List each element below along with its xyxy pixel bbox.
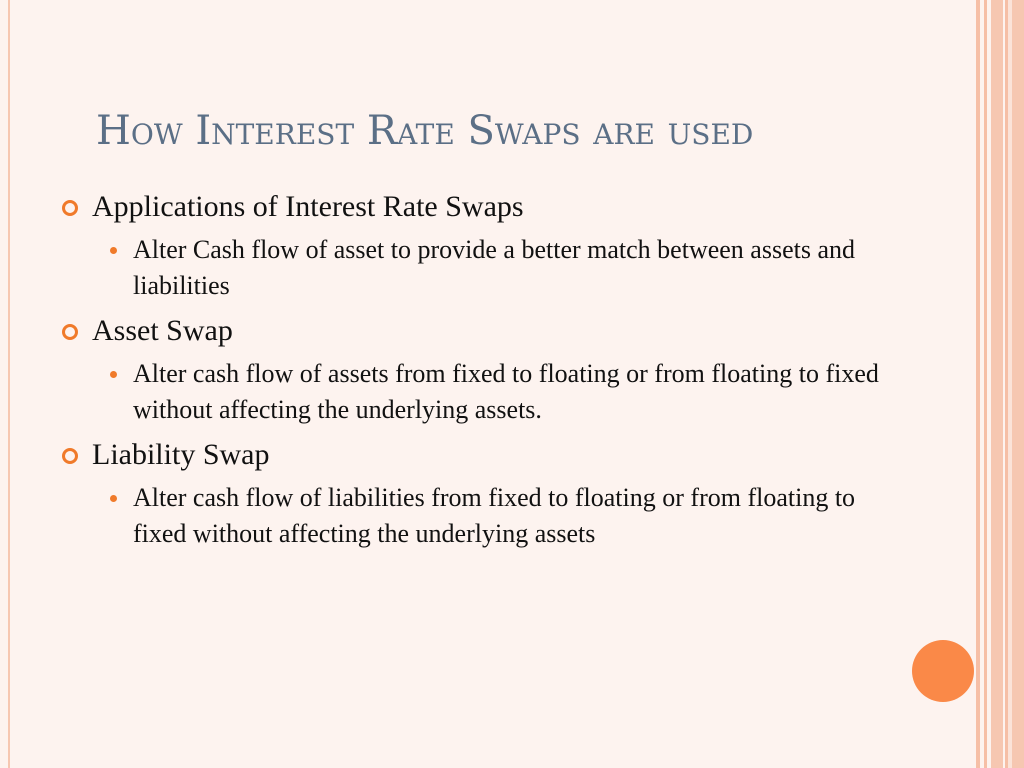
bullet-item	[62, 436, 892, 474]
right-stripe	[1005, 0, 1008, 768]
sub-bullet-item	[62, 356, 892, 428]
bullet-text: Asset Swap	[92, 314, 233, 347]
sub-bullet-text: Alter Cash flow of asset to provide a better match between assets and liabilities	[133, 235, 855, 300]
ring-bullet-icon	[62, 324, 78, 340]
slide-title: How Interest Rate Swaps are used	[96, 108, 754, 154]
right-stripe	[991, 0, 1003, 768]
bullet-item	[62, 312, 892, 350]
sub-bullet-text: Alter cash flow of liabilities from fixed to floating or from floating to fixed without affecting the underlying assets	[133, 483, 856, 548]
dot-bullet-icon	[110, 495, 117, 502]
dot-bullet-icon	[110, 247, 117, 254]
ring-bullet-icon	[62, 200, 78, 216]
sub-bullet-text: Alter cash flow of assets from fixed to floating or from floating to fixed without affecting the underlying assets.	[133, 359, 879, 424]
bullet-text: Liability Swap	[92, 438, 270, 471]
left-border-line	[8, 0, 10, 768]
bullet-item	[62, 188, 892, 226]
ring-bullet-icon	[62, 448, 78, 464]
sub-bullet-item	[62, 480, 892, 552]
decorative-circle	[912, 640, 974, 702]
slide-content	[62, 188, 892, 552]
right-stripe	[976, 0, 980, 768]
bullet-text: Applications of Interest Rate Swaps	[92, 190, 524, 223]
sub-bullet-item	[62, 232, 892, 304]
dot-bullet-icon	[110, 371, 117, 378]
right-stripe	[984, 0, 987, 768]
right-stripe	[1012, 0, 1024, 768]
